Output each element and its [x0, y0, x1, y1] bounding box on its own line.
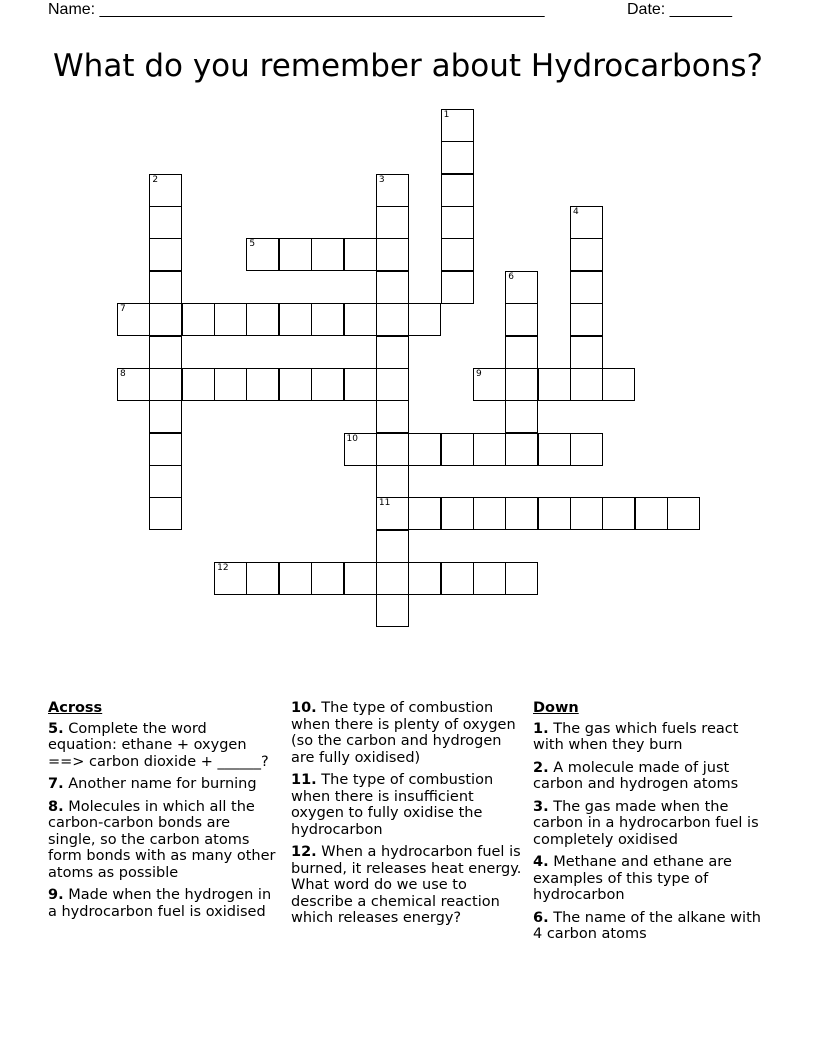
crossword-cell[interactable]	[376, 530, 409, 563]
across-heading: Across	[48, 700, 103, 716]
crossword-cell[interactable]	[505, 336, 538, 369]
crossword-cell[interactable]	[570, 368, 603, 401]
crossword-cell[interactable]	[473, 368, 506, 401]
crossword-cell[interactable]	[279, 303, 312, 336]
crossword-cell[interactable]	[538, 433, 571, 466]
crossword-cell[interactable]	[376, 465, 409, 498]
crossword-cell[interactable]	[602, 497, 635, 530]
crossword-cell[interactable]	[667, 497, 700, 530]
crossword-cell[interactable]	[149, 303, 182, 336]
crossword-cell[interactable]	[473, 433, 506, 466]
crossword-cell[interactable]	[376, 238, 409, 271]
crossword-cell[interactable]	[441, 433, 474, 466]
crossword-cell[interactable]	[214, 368, 247, 401]
crossword-cell[interactable]	[149, 368, 182, 401]
crossword-cell[interactable]	[505, 271, 538, 304]
crossword-cell[interactable]	[149, 465, 182, 498]
crossword-cell[interactable]	[344, 368, 377, 401]
crossword-cell[interactable]	[149, 206, 182, 239]
crossword-cell[interactable]	[376, 433, 409, 466]
clue-across-12: 12. When a hydrocarbon fuel is burned, it releases heat energy. What word do we use to describe a chemical reaction which releases energy?	[291, 844, 522, 926]
crossword-cell[interactable]	[311, 303, 344, 336]
clue-across-7: 7. Another name for burning	[48, 776, 257, 792]
crossword-cell[interactable]	[376, 174, 409, 207]
crossword-cell[interactable]	[570, 206, 603, 239]
clue-number: 7	[120, 304, 126, 315]
crossword-cell[interactable]	[570, 497, 603, 530]
crossword-cell[interactable]	[408, 433, 441, 466]
crossword-cell[interactable]	[376, 271, 409, 304]
crossword-cell[interactable]	[441, 141, 474, 174]
crossword-cell[interactable]	[344, 562, 377, 595]
crossword-cell[interactable]	[279, 368, 312, 401]
clue-number: 4	[573, 207, 579, 218]
clue-across-11: 11. The type of combustion when there is insufficient oxygen to fully oxidise the hydrocarbon	[291, 772, 494, 838]
page-title: What do you remember about Hydrocarbons?	[53, 48, 763, 84]
crossword-cell[interactable]	[441, 238, 474, 271]
clue-number: 8	[120, 368, 126, 379]
crossword-cell[interactable]	[311, 238, 344, 271]
crossword-cell[interactable]	[441, 562, 474, 595]
crossword-cell[interactable]	[344, 238, 377, 271]
crossword-cell[interactable]	[376, 497, 409, 530]
crossword-cell[interactable]	[376, 206, 409, 239]
down-clues-column	[533, 700, 763, 949]
clue-down-3: 3. The gas made when the carbon in a hydrocarbon fuel is completely oxidised	[533, 798, 759, 848]
clue-number: 12	[217, 563, 229, 573]
clue-number: 2	[152, 174, 159, 185]
clue-number: 10	[346, 433, 358, 444]
crossword-cell[interactable]	[149, 433, 182, 466]
crossword-cell[interactable]	[570, 433, 603, 466]
crossword-cell[interactable]	[376, 336, 409, 369]
crossword-cell[interactable]	[149, 497, 182, 530]
crossword-cell[interactable]	[441, 271, 474, 304]
crossword-cell[interactable]	[538, 368, 571, 401]
crossword-cell[interactable]	[149, 400, 182, 433]
crossword-cell[interactable]	[246, 303, 279, 336]
crossword-cell[interactable]	[408, 497, 441, 530]
crossword-cell[interactable]	[149, 174, 182, 207]
crossword-cell[interactable]	[376, 303, 409, 336]
clue-across-9: 9. Made when the hydrogen in a hydrocarbon fuel is oxidised	[48, 887, 272, 920]
crossword-cell[interactable]	[473, 562, 506, 595]
crossword-cell[interactable]	[505, 368, 538, 401]
clue-down-2: 2. A molecule made of just carbon and hydrogen atoms	[533, 759, 739, 792]
crossword-cell[interactable]	[279, 562, 312, 595]
clue-number: 6	[508, 271, 515, 282]
crossword-cell[interactable]	[473, 497, 506, 530]
crossword-cell[interactable]	[376, 562, 409, 595]
clue-across-10: 10. The type of combustion when there is plenty of oxygen (so the carbon and hydrogen are fully oxidised)	[291, 700, 516, 766]
crossword-cell[interactable]	[538, 497, 571, 530]
clue-number: 1	[443, 110, 450, 120]
crossword-cell[interactable]	[441, 109, 474, 142]
crossword-cell[interactable]	[441, 174, 474, 207]
crossword-cell[interactable]	[602, 368, 635, 401]
date-label: Date:	[627, 1, 666, 18]
crossword-cell[interactable]	[311, 562, 344, 595]
crossword-cell[interactable]	[408, 303, 441, 336]
crossword-cell[interactable]	[344, 303, 377, 336]
crossword-cell[interactable]	[441, 497, 474, 530]
crossword-cell[interactable]	[344, 433, 377, 466]
crossword-cell[interactable]	[505, 433, 538, 466]
crossword-cell[interactable]	[246, 368, 279, 401]
crossword-cell[interactable]	[149, 271, 182, 304]
name-label: Name:	[48, 1, 96, 18]
crossword-cell[interactable]	[182, 303, 215, 336]
clue-number: 11	[378, 498, 391, 509]
crossword-cell[interactable]	[376, 400, 409, 433]
clue-number: 3	[378, 174, 385, 185]
across-clues-column-1	[48, 700, 280, 926]
crossword-cell[interactable]	[149, 336, 182, 369]
clue-down-1: 1. The gas which fuels react with when they burn	[533, 720, 739, 753]
name-blank: __________________________________________________	[99, 1, 545, 18]
crossword-cell[interactable]	[570, 336, 603, 369]
clue-number: 5	[249, 239, 256, 250]
crossword-cell[interactable]	[505, 303, 538, 336]
crossword-cell[interactable]	[570, 303, 603, 336]
clue-across-8: 8. Molecules in which all the carbon-carbon bonds are single, so the carbon atoms form bonds with as many other atoms as possible	[48, 798, 276, 881]
crossword-cell[interactable]	[149, 238, 182, 271]
clue-across-5: 5. Complete the word equation: ethane + oxygen ==> carbon dioxide + ______?	[48, 720, 269, 770]
down-heading: Down	[533, 700, 579, 716]
crossword-cell[interactable]	[117, 368, 150, 401]
clue-down-6: 6. The name of the alkane with 4 carbon atoms	[533, 909, 761, 942]
crossword-cell[interactable]	[311, 368, 344, 401]
crossword-cell[interactable]	[441, 206, 474, 239]
crossword-cell[interactable]	[635, 497, 668, 530]
crossword-cell[interactable]	[505, 400, 538, 433]
crossword-cell[interactable]	[376, 368, 409, 401]
crossword-cell[interactable]	[376, 594, 409, 627]
crossword-cell[interactable]	[408, 562, 441, 595]
crossword-cell[interactable]	[570, 238, 603, 271]
crossword-cell[interactable]	[246, 238, 279, 271]
crossword-cell[interactable]	[182, 368, 215, 401]
crossword-cell[interactable]	[570, 271, 603, 304]
crossword-cell[interactable]	[246, 562, 279, 595]
crossword-cell[interactable]	[214, 303, 247, 336]
date-blank: _______	[669, 1, 732, 18]
clue-down-4: 4. Methane and ethane are examples of this type of hydrocarbon	[533, 854, 732, 903]
across-clues-column-2	[291, 700, 523, 933]
clue-number: 9	[476, 368, 482, 379]
crossword-cell[interactable]	[117, 303, 150, 336]
crossword-cell[interactable]	[505, 497, 538, 530]
crossword-cell[interactable]	[214, 562, 247, 595]
crossword-cell[interactable]	[279, 238, 312, 271]
crossword-cell[interactable]	[505, 562, 538, 595]
